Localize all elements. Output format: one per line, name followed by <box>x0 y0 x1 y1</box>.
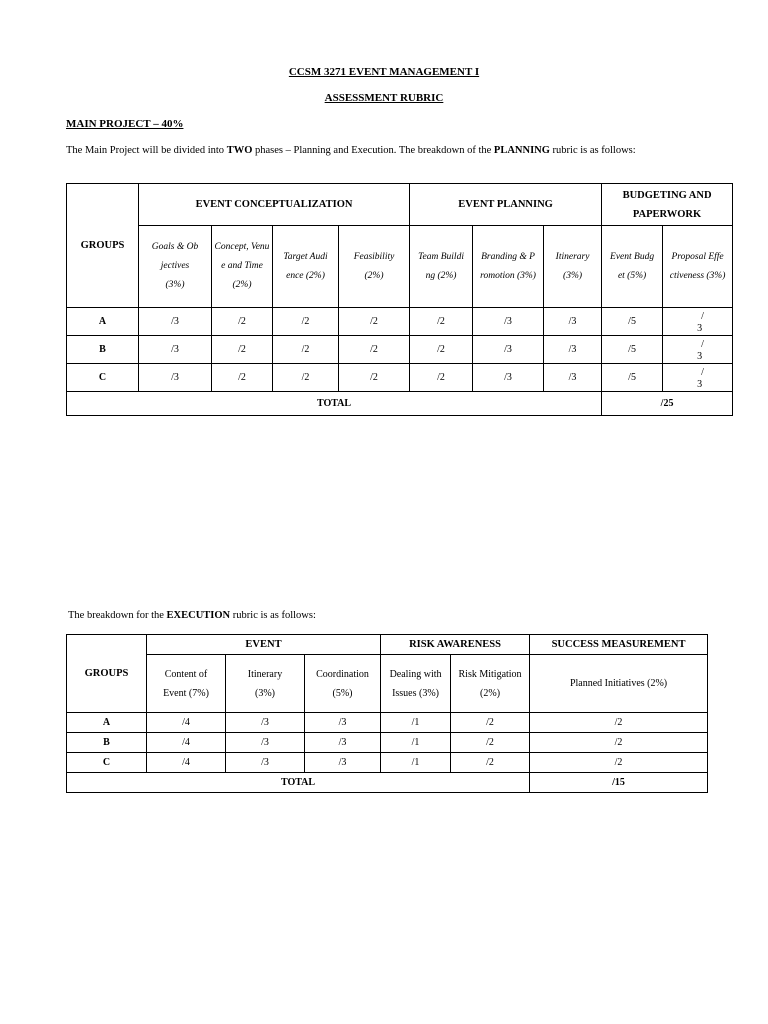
score-cell: /3 <box>473 364 544 392</box>
score-cell: /1 <box>381 733 451 753</box>
score-cell: /3 <box>544 336 602 364</box>
exec-text-1: The breakdown for the <box>68 610 167 621</box>
score-cell: /3 <box>473 308 544 336</box>
score-cell: /2 <box>273 308 339 336</box>
document-title: CCSM 3271 EVENT MANAGEMENT I <box>288 66 480 78</box>
criterion-event-budget: Event Budget (5%) <box>602 226 663 308</box>
score-cell: /2 <box>410 364 473 392</box>
score-cell: /2 <box>451 713 530 733</box>
group-label: C <box>67 753 147 773</box>
section-heading: MAIN PROJECT – 40% <box>66 118 184 130</box>
table-row <box>67 713 708 733</box>
table-row <box>67 308 733 336</box>
group-label: A <box>67 713 147 733</box>
exec-bold: EXECUTION <box>166 610 231 621</box>
exec-text-2: rubric is as follows: <box>230 610 316 621</box>
execution-intro <box>68 610 316 621</box>
score-cell: /2 <box>530 753 708 773</box>
criterion-feasibility: Feasibility (2%) <box>339 226 410 308</box>
score-cell: /2 <box>410 308 473 336</box>
score-cell: / 3 <box>663 308 733 336</box>
criterion-goals: Goals & Objectives (3%) <box>139 226 212 308</box>
criterion-target-audience: Target Audience (2%) <box>273 226 339 308</box>
document-subtitle: ASSESSMENT RUBRIC <box>324 92 444 104</box>
total-value: /25 <box>602 392 733 416</box>
criterion-concept: Concept, Venue and Time (2%) <box>212 226 273 308</box>
score-cell: /5 <box>602 308 663 336</box>
table-row <box>67 364 733 392</box>
score-cell: /2 <box>212 364 273 392</box>
table-row <box>67 336 733 364</box>
score-cell: /3 <box>544 308 602 336</box>
score-cell: /2 <box>212 336 273 364</box>
criterion-proposal: Proposal Effectiveness (3%) <box>663 226 733 308</box>
intro-text-3: rubric is as follows: <box>549 145 636 156</box>
total-row <box>67 773 708 793</box>
score-cell: /2 <box>530 733 708 753</box>
score-cell: /3 <box>226 713 305 733</box>
criterion-content: Content of Event (7%) <box>147 655 226 713</box>
category-event: EVENT <box>147 635 381 655</box>
score-cell: /3 <box>305 713 381 733</box>
group-label: B <box>67 733 147 753</box>
score-cell: / 3 <box>663 336 733 364</box>
score-cell: /2 <box>339 364 410 392</box>
planning-rubric-table <box>66 183 733 416</box>
groups-header: GROUPS <box>67 184 139 308</box>
group-label: A <box>67 308 139 336</box>
score-cell: /4 <box>147 713 226 733</box>
score-cell: /3 <box>139 308 212 336</box>
intro-bold-1: TWO <box>226 145 253 156</box>
category-budgeting-paperwork: BUDGETING AND PAPERWORK <box>602 184 733 226</box>
criterion-coordination: Coordination (5%) <box>305 655 381 713</box>
total-label: TOTAL <box>67 773 530 793</box>
table-row <box>67 753 708 773</box>
planning-intro <box>66 145 636 156</box>
score-cell: /2 <box>451 733 530 753</box>
intro-bold-2: PLANNING <box>493 145 550 156</box>
group-label: C <box>67 364 139 392</box>
criterion-branding: Branding & Promotion (3%) <box>473 226 544 308</box>
category-event-conceptualization: EVENT CONCEPTUALIZATION <box>139 184 410 226</box>
score-cell: /2 <box>530 713 708 733</box>
category-success-measurement: SUCCESS MEASUREMENT <box>530 635 708 655</box>
category-risk-awareness: RISK AWARENESS <box>381 635 530 655</box>
total-label: TOTAL <box>67 392 602 416</box>
intro-text-2: phases – Planning and Execution. The breakdown of the <box>252 145 494 156</box>
criterion-team-building: Team Building (2%) <box>410 226 473 308</box>
criterion-dealing-issues: Dealing with Issues (3%) <box>381 655 451 713</box>
score-cell: /2 <box>339 336 410 364</box>
score-cell: /2 <box>410 336 473 364</box>
score-cell: /3 <box>305 733 381 753</box>
score-cell: /2 <box>212 308 273 336</box>
category-event-planning: EVENT PLANNING <box>410 184 602 226</box>
criterion-risk-mitigation: Risk Mitigation (2%) <box>451 655 530 713</box>
score-cell: /3 <box>473 336 544 364</box>
score-cell: /5 <box>602 364 663 392</box>
score-cell: / 3 <box>663 364 733 392</box>
score-cell: /3 <box>305 753 381 773</box>
score-cell: /2 <box>273 364 339 392</box>
score-cell: /2 <box>273 336 339 364</box>
score-cell: /1 <box>381 753 451 773</box>
score-cell: /3 <box>226 753 305 773</box>
total-row <box>67 392 733 416</box>
intro-text-1: The Main Project will be divided into <box>66 145 227 156</box>
score-cell: /3 <box>544 364 602 392</box>
groups-header: GROUPS <box>67 635 147 713</box>
score-cell: /2 <box>339 308 410 336</box>
total-value: /15 <box>530 773 708 793</box>
score-cell: /1 <box>381 713 451 733</box>
execution-rubric-table <box>66 634 708 793</box>
score-cell: /3 <box>226 733 305 753</box>
criterion-planned-initiatives: Planned Initiatives (2%) <box>530 655 708 713</box>
score-cell: /4 <box>147 753 226 773</box>
score-cell: /4 <box>147 733 226 753</box>
score-cell: /3 <box>139 364 212 392</box>
criterion-itinerary: Itinerary (3%) <box>544 226 602 308</box>
score-cell: /2 <box>451 753 530 773</box>
criterion-itinerary: Itinerary (3%) <box>226 655 305 713</box>
score-cell: /3 <box>139 336 212 364</box>
score-cell: /5 <box>602 336 663 364</box>
group-label: B <box>67 336 139 364</box>
table-row <box>67 733 708 753</box>
